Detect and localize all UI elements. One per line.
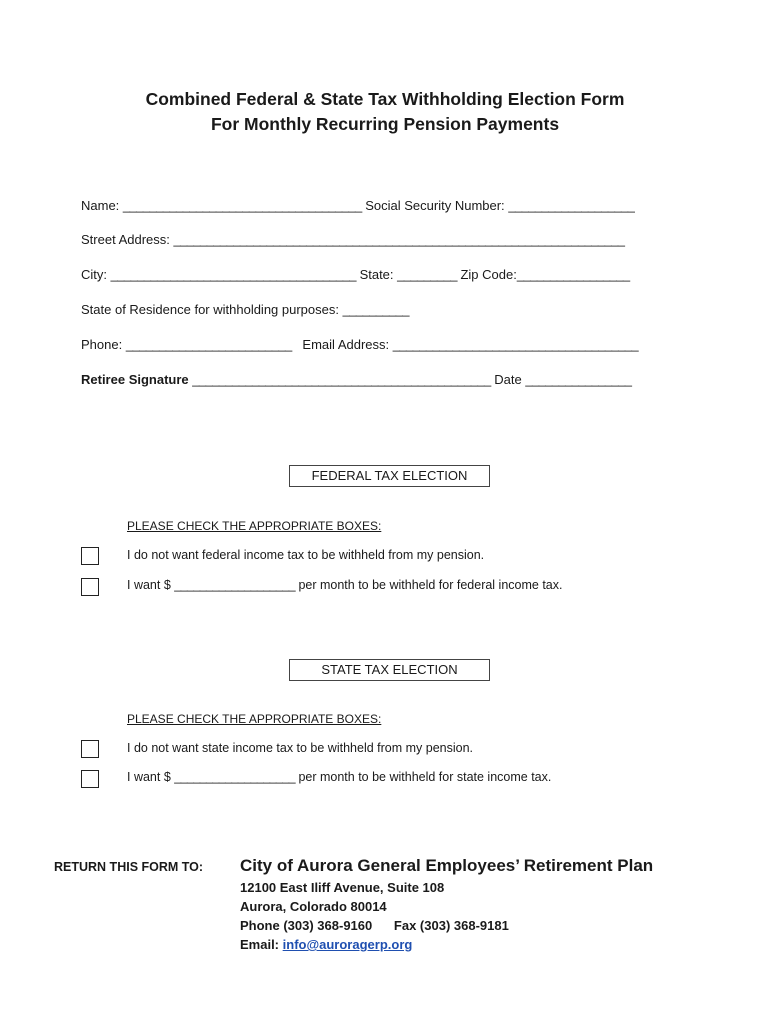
federal-heading: FEDERAL TAX ELECTION [289,465,490,487]
form-title-line1: Combined Federal & State Tax Withholding Election Form [145,89,625,109]
federal-option2-prefix: I want $ [127,578,171,592]
fax-number: Fax (303) 368-9181 [393,918,509,933]
state-amount-checkbox[interactable] [81,770,99,788]
name-field[interactable]: ____________________________________ [122,198,362,213]
city-row [81,267,630,282]
federal-amount-checkbox[interactable] [81,578,99,596]
date-label: Date [494,372,522,387]
state-label: State: [359,267,394,282]
signature-label: Retiree Signature [81,372,189,387]
address-line2: Aurora, Colorado 80014 [240,899,387,914]
phone-number: Phone (303) 368-9160 [240,918,373,933]
contact-email [240,937,412,952]
signature-field[interactable]: _____________________________________________ [192,372,491,387]
email-prefix: Email: [240,937,280,952]
email-label: Email Address: [302,337,390,352]
contact-phone-fax [240,918,509,933]
ssn-field[interactable]: ___________________ [508,198,635,213]
federal-no-withhold-checkbox[interactable] [81,547,99,565]
federal-option1-text: I do not want federal income tax to be withheld from my pension. [127,548,485,562]
state-amount-field[interactable]: ___________________ [174,770,295,784]
phone-row [81,337,638,352]
federal-instruction: PLEASE CHECK THE APPROPRIATE BOXES: [127,519,382,533]
street-field[interactable]: ____________________________________________________________________ [173,232,625,247]
federal-amount-field[interactable]: ___________________ [174,578,295,592]
form-title-line2: For Monthly Recurring Pension Payments [210,114,560,134]
residence-field[interactable]: __________ [342,302,409,317]
zip-label: Zip Code: [460,267,517,282]
phone-label: Phone: [81,337,123,352]
federal-option2-suffix: per month to be withheld for federal income tax. [298,578,563,592]
state-field[interactable]: _________ [397,267,457,282]
city-label: City: [81,267,107,282]
city-field[interactable]: _____________________________________ [110,267,356,282]
ssn-label: Social Security Number: [365,198,505,213]
state-heading: STATE TAX ELECTION [289,659,490,681]
name-label: Name: [81,198,120,213]
return-label: RETURN THIS FORM TO: [54,860,204,874]
residence-label: State of Residence for withholding purposes: [81,302,339,317]
residence-row [81,302,409,317]
email-field[interactable]: _____________________________________ [392,337,639,352]
state-option2-row [127,770,551,784]
zip-field[interactable]: _________________ [516,267,630,282]
street-label: Street Address: [81,232,170,247]
phone-field[interactable]: _________________________ [125,337,292,352]
street-row [81,232,624,247]
state-option2-suffix: per month to be withheld for state income tax. [298,770,552,784]
name-row [81,198,634,213]
state-option1-text: I do not want state income tax to be withheld from my pension. [127,741,474,755]
organization-name: City of Aurora General Employees’ Retirement Plan [240,856,654,875]
state-option2-prefix: I want $ [127,770,171,784]
email-link[interactable]: info@auroragerp.org [282,937,413,952]
date-field[interactable]: ________________ [525,372,632,387]
state-no-withhold-checkbox[interactable] [81,740,99,758]
federal-option2-row [127,578,562,592]
address-line1: 12100 East Iliff Avenue, Suite 108 [240,880,445,895]
state-instruction: PLEASE CHECK THE APPROPRIATE BOXES: [127,712,382,726]
signature-row [81,372,631,387]
